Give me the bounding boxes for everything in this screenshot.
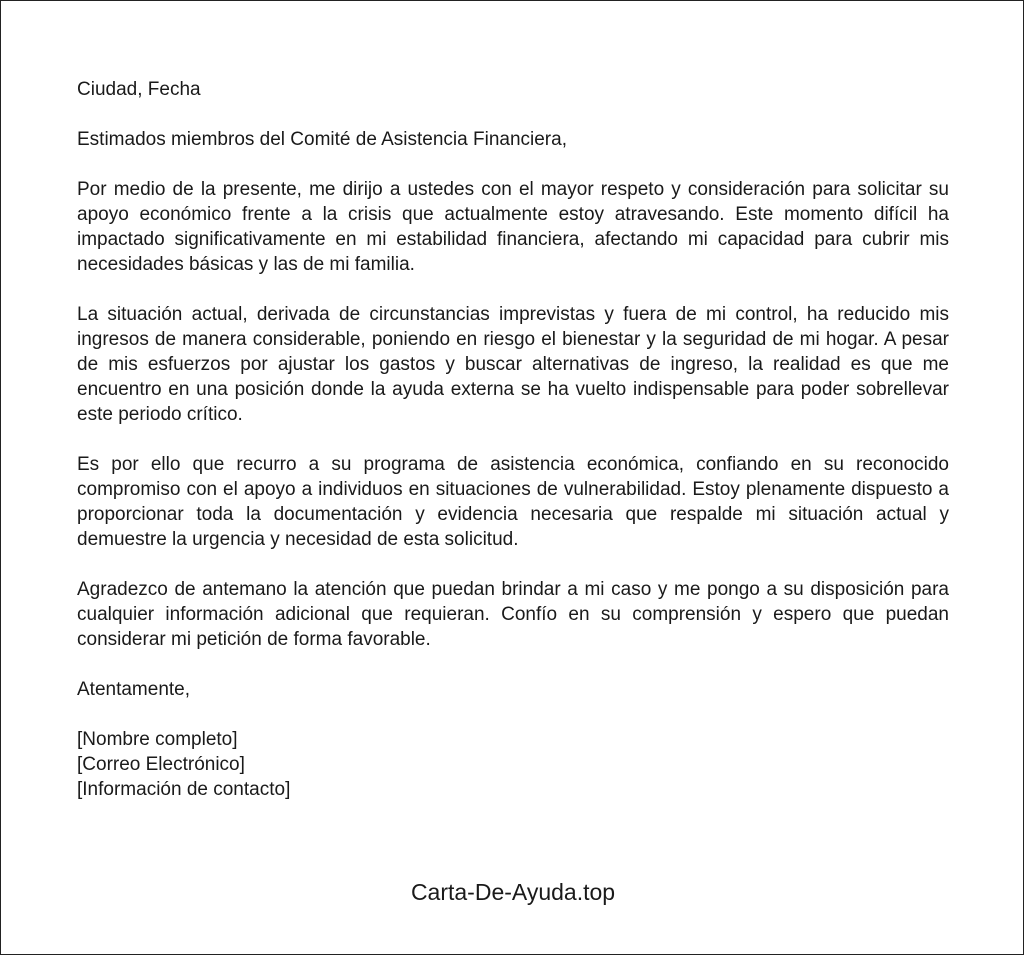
paragraph-1: Por medio de la presente, me dirijo a ustedes con el mayor respeto y consideración para solicitar su apoyo económico frente a la crisis que actualmente estoy atravesando. Este momento difícil ha impactado significativamente en mi estabilidad financiera, afectando mi capacidad para cubrir mis necesidades básicas y las de mi familia. — [77, 179, 949, 275]
signature-contact: [Información de contacto] — [77, 779, 291, 800]
closing: Atentamente, — [77, 679, 191, 700]
signature-name: [Nombre completo] — [77, 729, 238, 750]
paragraph-2: La situación actual, derivada de circunstancias imprevistas y fuera de mi control, ha reducido mis ingresos de manera considerable, poniendo en riesgo el bienestar y la seguridad de mi hogar. A pesar de mis esfuerzos por ajustar los gastos y buscar alternativas de ingreso, la realidad es que me encuentro en una posición donde la ayuda externa se ha vuelto indispensable para poder sobrellevar este periodo crítico. — [77, 304, 949, 425]
paragraph-4: Agradezco de antemano la atención que puedan brindar a mi caso y me pongo a su disposición para cualquier información adicional que requieran. Confío en su comprensión y espero que puedan considerar mi petición de forma favorable. — [77, 579, 949, 650]
paragraph-3: Es por ello que recurro a su programa de asistencia económica, confiando en su reconocido compromiso con el apoyo a individuos en situaciones de vulnerabilidad. Estoy plenamente dispuesto a proporcionar toda la documentación y evidencia necesaria que respalde mi situación actual y demuestre la urgencia y necesidad de esta solicitud. — [77, 454, 949, 550]
footer-site-name: Carta-De-Ayuda.top — [410, 879, 616, 905]
signature-block — [77, 727, 949, 802]
greeting: Estimados miembros del Comité de Asistencia Financiera, — [77, 129, 567, 150]
letter-body — [77, 77, 949, 827]
signature-email: [Correo Electrónico] — [77, 754, 245, 775]
place-date: Ciudad, Fecha — [77, 79, 201, 100]
